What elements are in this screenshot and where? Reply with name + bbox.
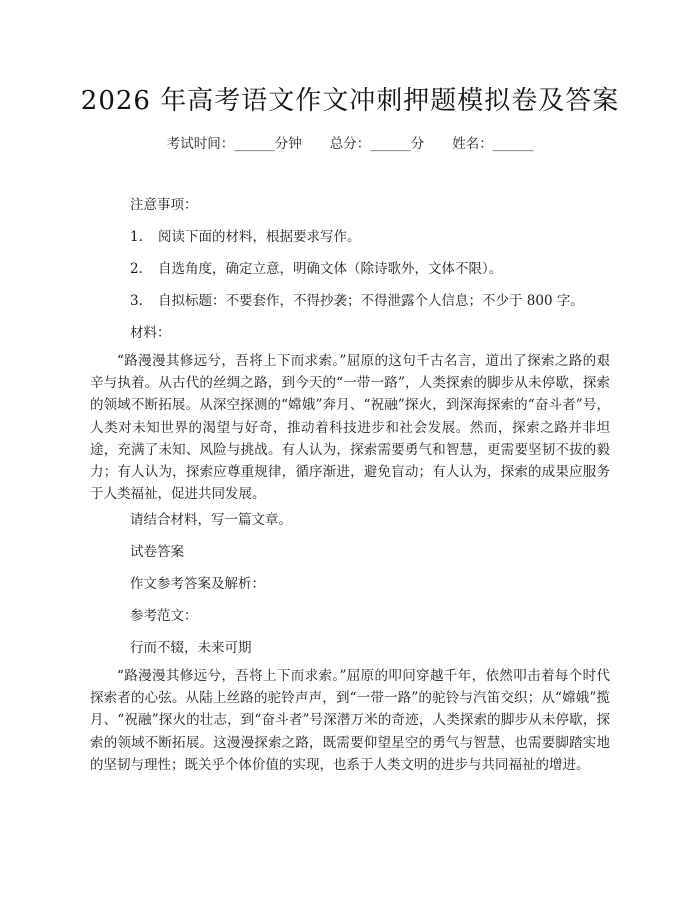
exam-meta: [0, 132, 700, 152]
notice-heading: 注意事项：: [130, 197, 198, 213]
answer-subheading: 作文参考答案及解析：: [130, 576, 265, 592]
essay-paragraph: “路漫漫其修远兮，吾将上下而求索。”屈原的叩问穿越千年，依然叩击着每个时代探索者的心弦。从陆上丝路的驼铃声声，到“一带一路”的驼铃与汽笛交织；从“嫦娥”揽月、“祝融”探火的壮志，到“奋斗者”号深潜万米的奇迹，人类探索的脚步从未停歇，探索的领域不断拓展。这漫漫探索之路，既需要仰望星空的勇气与智慧，也需要脚踏实地的坚韧与理性；既关乎个体价值的实现，也系于人类文明的进步与共同福祉的增进。: [90, 668, 610, 773]
notice-item: [130, 289, 584, 309]
notice-number: 2.: [130, 261, 143, 277]
sample-essay-heading: 参考范文：: [130, 608, 198, 624]
notice-item: [130, 225, 361, 245]
notice-text: 自拟标题：不要套作，不得抄袭；不得泄露个人信息；不少于 800 字。: [158, 293, 584, 309]
page-title: 2026 年高考语文作文冲刺押题模拟卷及答案: [80, 86, 620, 116]
essay-title: 行而不辍，未来可期: [130, 640, 252, 656]
student-name-field: 姓名：______: [452, 136, 534, 152]
notice-text: 自选角度，确定立意，明确文体（除诗歌外，文体不限）。: [158, 261, 503, 277]
notice-number: 3.: [130, 293, 143, 309]
notice-text: 阅读下面的材料，根据要求写作。: [158, 229, 361, 245]
material-paragraph: “路漫漫其修远兮，吾将上下而求索。”屈原的这句千古名言，道出了探索之路的艰辛与执着。从古代的丝绸之路，到今天的“一带一路”，人类探索的脚步从未停歇，探索的领域不断拓展。从深空探测的“嫦娥”奔月、“祝融”探火，到深海探索的“奋斗者”号，人类对未知世界的渴望与好奇，推动着科技进步和社会发展。然而，探索之路并非坦途，充满了未知、风险与挑战。有人认为，探索需要勇气和智慧，更需要坚韧不拔的毅力；有人认为，探索应尊重规律，循序渐进，避免盲动；有人认为，探索的成果应服务于人类福祉，促进共同发展。: [90, 353, 610, 503]
notice-number: 1.: [130, 229, 143, 245]
answer-heading: 试卷答案: [130, 544, 184, 560]
exam-time-field: 考试时间：______分钟: [166, 136, 302, 152]
total-score-field: 总分：______分: [329, 136, 425, 152]
material-heading: 材料：: [130, 325, 171, 341]
notice-item: [130, 257, 502, 277]
writing-instruction: 请结合材料，写一篇文章。: [130, 512, 292, 528]
